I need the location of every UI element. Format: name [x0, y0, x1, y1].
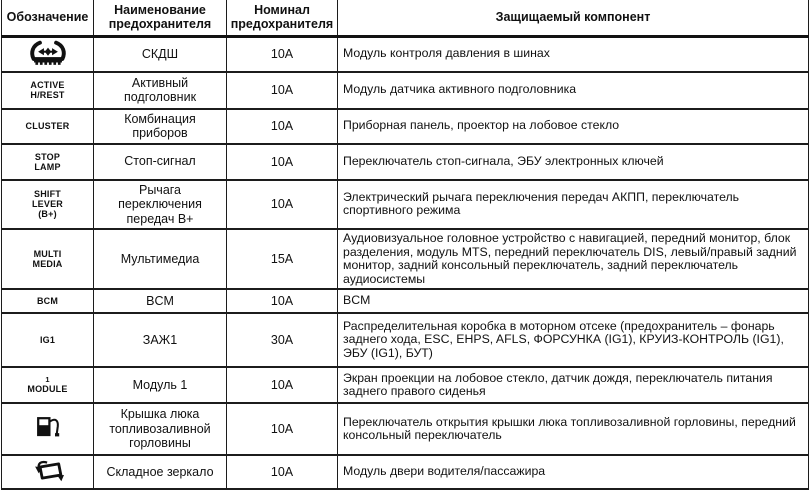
designation-label: LAMP: [34, 161, 61, 172]
fuse-name-cell: Рычага переключения передач B+: [94, 180, 227, 230]
fuse-rating-cell: 10A: [227, 455, 338, 489]
table-row: [2, 313, 809, 367]
table-row: [2, 36, 809, 72]
fuse-designation-cell: [2, 109, 94, 144]
protected-component-cell: Переключатель открытия крышки люка топливозаливной горловины, передний консольный переключатель: [338, 403, 809, 455]
table-row: [2, 403, 809, 455]
designation-label: LEVER: [31, 199, 63, 210]
fuse-table-header: [2, 0, 809, 36]
table-row: [2, 72, 809, 109]
fuse-designation-cell: [2, 313, 94, 367]
protected-component-cell: Распределительная коробка в моторном отсеке (предохранитель – фонарь заднего хода, ESC, EHPS, AFLS, ФОРСУНКА (IG1), КРУИЗ-КОНТРОЛЬ (IG1), ЭБУ (IG1), БУТ): [338, 313, 809, 367]
column-header-designation: Обозначение: [2, 0, 94, 36]
fuse-name-cell: BCM: [94, 289, 227, 313]
designation-label: STOP: [34, 151, 61, 162]
column-header-fuse-name: Наименование предохранителя: [94, 0, 227, 36]
protected-component-cell: Модуль двери водителя/пассажира: [338, 455, 809, 489]
designation-label: MULTI: [33, 249, 62, 259]
fuse-designation-cell: [2, 403, 94, 455]
designation-label: BCM: [36, 296, 59, 306]
fuse-designation-cell: [2, 289, 94, 313]
fuse-rating-cell: 10A: [227, 144, 338, 180]
fuse-name-cell: Комбинация приборов: [94, 109, 227, 144]
protected-component-cell: Переключатель стоп-сигнала, ЭБУ электронных ключей: [338, 144, 809, 180]
protected-component-cell: Экран проекции на лобовое стекло, датчик дождя, переключатель питания заднего правого сиденья: [338, 367, 809, 403]
fuse-rating-cell: 10A: [227, 367, 338, 403]
protected-component-cell: Модуль контроля давления в шинах: [338, 36, 809, 72]
designation-label: 1: [45, 375, 50, 384]
fuse-name-cell: Модуль 1: [94, 367, 227, 403]
designation-label: MEDIA: [32, 259, 63, 269]
fuse-designation-cell: [2, 229, 94, 289]
table-row: [2, 367, 809, 403]
fuse-designation-cell: [2, 455, 94, 489]
fuse-rating-cell: 10A: [227, 109, 338, 144]
fuse-table: [1, 0, 809, 490]
fuse-table-body: [2, 36, 809, 489]
protected-component-cell: Электрический рычага переключения передач АКПП, переключатель спортивного режима: [338, 180, 809, 230]
fuse-name-cell: Складное зеркало: [94, 455, 227, 489]
table-row: [2, 455, 809, 489]
fuse-name-cell: СКДШ: [94, 36, 227, 72]
fuse-designation-cell: [2, 36, 94, 72]
fuel-cap-icon: [34, 413, 62, 443]
fuse-rating-cell: 10A: [227, 36, 338, 72]
table-row: [2, 144, 809, 180]
designation-label: ACTIVE: [30, 80, 65, 90]
fuse-rating-cell: 10A: [227, 289, 338, 313]
protected-component-cell: Приборная панель, проектор на лобовое стекло: [338, 109, 809, 144]
fuse-rating-cell: 15A: [227, 229, 338, 289]
table-row: [2, 289, 809, 313]
tpms-icon: [28, 40, 68, 67]
protected-component-cell: BCM: [338, 289, 809, 313]
designation-label: IG1: [39, 335, 56, 345]
designation-label: MODULE: [27, 384, 68, 394]
folding-mirror-icon: [32, 458, 64, 484]
header-row: [2, 0, 809, 36]
fuse-rating-cell: 10A: [227, 403, 338, 455]
fuse-rating-cell: 10A: [227, 72, 338, 109]
column-header-fuse-rating: Номинал предохранителя: [227, 0, 338, 36]
table-row: [2, 109, 809, 144]
fuse-name-cell: Крышка люка топливозаливной горловины: [94, 403, 227, 455]
fuse-name-cell: Мультимедиа: [94, 229, 227, 289]
protected-component-cell: Модуль датчика активного подголовника: [338, 72, 809, 109]
column-header-protected-component: Защищаемый компонент: [338, 0, 809, 36]
fuse-name-cell: Активный подголовник: [94, 72, 227, 109]
fuse-name-cell: ЗАЖ1: [94, 313, 227, 367]
designation-label: SHIFT: [34, 189, 61, 200]
fuse-designation-cell: [2, 180, 94, 230]
fuse-name-cell: Стоп-сигнал: [94, 144, 227, 180]
protected-component-cell: Аудиовизуальное головное устройство с навигацией, передний монитор, блок разделения, модуль MTS, передний переключатель DIS, левый/правый задний монитор, задний консольный переключатель, задний переключатель аудиосистемы: [338, 229, 809, 289]
table-row: [2, 229, 809, 289]
fuse-designation-cell: [2, 72, 94, 109]
fuse-designation-cell: [2, 144, 94, 180]
designation-label: H/REST: [30, 90, 65, 100]
fuse-rating-cell: 10A: [227, 180, 338, 230]
fuse-designation-cell: [2, 367, 94, 403]
designation-label: CLUSTER: [25, 121, 70, 131]
designation-label: (B+): [38, 209, 57, 220]
fuse-rating-cell: 30A: [227, 313, 338, 367]
table-row: [2, 180, 809, 230]
